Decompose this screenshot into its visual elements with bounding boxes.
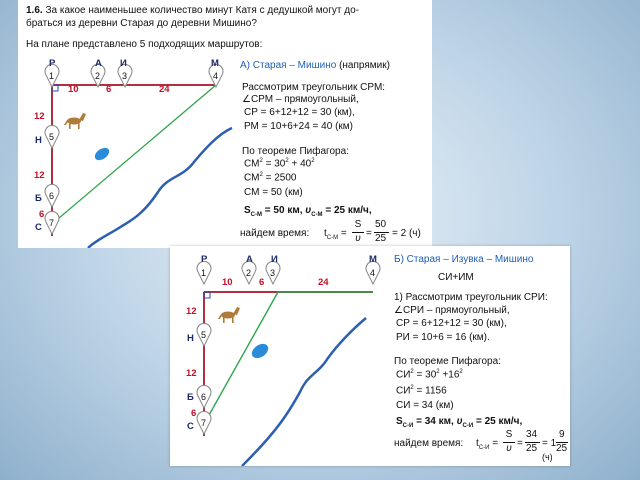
route-b-frac-den: υ [506, 443, 512, 454]
slide-route-a [18, 0, 432, 248]
route-a-line-3: СР = 6+12+12 = 30 (км), [244, 107, 355, 118]
pin-num-5: 5 [49, 132, 55, 142]
route-a-time-result: = 2 (ч) [392, 228, 421, 239]
route-a-eq-2: $СМ^2 = 2500$ [244, 172, 297, 184]
pin-num-7: 7 [49, 218, 55, 228]
dist-a-i: 6 [106, 84, 112, 95]
lake [93, 145, 112, 162]
route-b-eq-1: $СИ^2 = 30^2 +16^2$ [396, 369, 463, 381]
point-c: С [187, 421, 194, 432]
dist-n-b: 12 [34, 170, 45, 181]
point-b: Б [35, 193, 42, 204]
problem-number: 1.6. [26, 5, 43, 16]
route-a-note: (напрямик) [339, 60, 390, 71]
dist-p-n: 12 [34, 111, 45, 122]
route-b-frac2-den: 25 [526, 443, 538, 454]
route-a-eq-sign: = [366, 228, 372, 239]
point-c: С [35, 222, 42, 233]
route-b-line-2: ∠СРИ – прямоугольный, [394, 305, 510, 316]
dist-i-m: 24 [159, 84, 170, 95]
horse-icon [218, 307, 240, 323]
route-b-theorem: По теореме Пифагора: [394, 356, 501, 367]
route-b-line-3: СР = 6+12+12 = 30 (км), [396, 318, 507, 329]
route-a-time-t: $t_{С-М}$ = [324, 228, 347, 241]
dist-p-a: 10 [68, 84, 79, 95]
point-p: Р [201, 254, 208, 265]
route-b-frac-num: S [505, 429, 513, 440]
pin-num-4: 4 [370, 268, 376, 278]
route-b-eq-one: = 1 [542, 438, 557, 449]
dist-b-c: 6 [191, 408, 197, 419]
route-line-c-m [52, 85, 216, 224]
river [88, 128, 232, 248]
route-a-line-2: ∠СРМ – прямоугольный, [242, 94, 359, 105]
problem-line-3: На плане представлено 5 подходящих маршрутов: [26, 39, 263, 50]
route-b-time-t: $t_{С-И}$ = [476, 438, 499, 451]
lake [249, 341, 271, 361]
point-a: А [95, 58, 102, 69]
pin-num-3: 3 [270, 268, 276, 278]
point-m: М [369, 254, 377, 265]
dist-n-b: 12 [186, 368, 197, 379]
point-n: Н [187, 333, 194, 344]
pin-num-3: 3 [122, 71, 128, 81]
problem-line-2: браться из деревни Старая до деревни Мишино? [26, 18, 257, 29]
point-p: Р [49, 58, 56, 69]
point-b: Б [187, 392, 194, 403]
route-b-title: Б) Старая – Изувка – Мишино [394, 254, 534, 265]
pin-num-1: 1 [201, 268, 207, 278]
point-m: М [211, 58, 219, 69]
route-a-heading [240, 60, 390, 71]
route-b-frac3-num: 9 [559, 429, 565, 440]
route-b-frac3-den: 25 [556, 443, 568, 454]
dist-b-c: 6 [39, 209, 45, 220]
river [242, 318, 366, 466]
route-a-frac2-den: 25 [375, 233, 387, 244]
route-b-eq-sign: = [517, 438, 523, 449]
pin-num-2: 2 [246, 268, 252, 278]
problem-text-1: За какое наименьшее количество минут Катя с дедушкой могут до- [45, 5, 359, 16]
route-b-line-1: 1) Рассмотрим треугольник СРИ: [394, 292, 548, 303]
route-a-eq-3: СМ = 50 (км) [244, 187, 303, 198]
pin-num-6: 6 [49, 191, 55, 201]
pin-num-4: 4 [213, 71, 219, 81]
dist-p-a: 10 [222, 277, 233, 288]
route-a-theorem: По теореме Пифагора: [242, 146, 349, 157]
slide-route-b [170, 246, 570, 466]
route-b-line-4: РИ = 10+6 = 16 (км). [396, 332, 490, 343]
route-a-frac-den: υ [355, 233, 361, 244]
route-a-title: А) Старая – Мишино [240, 60, 337, 71]
route-a-eq-1: $СМ^2 = 30^2 + 40^2$ [244, 158, 315, 170]
route-a-time-label: найдем время: [240, 228, 310, 239]
pin-num-7: 7 [201, 418, 207, 428]
point-i: И [271, 254, 278, 265]
pin-num-6: 6 [201, 392, 207, 402]
horse-icon [64, 113, 86, 129]
point-n: Н [35, 135, 42, 146]
route-a-frac-num: S [354, 219, 362, 230]
dist-a-i: 6 [259, 277, 265, 288]
route-a-given: $S_{С-М} = 50$ км, $\upsilon_{С-М} = 25$ км/ч, [244, 205, 372, 218]
route-b-time-unit: (ч) [542, 452, 553, 462]
dist-i-m: 24 [318, 277, 329, 288]
route-b-frac2-num: 34 [526, 429, 538, 440]
point-i: И [120, 58, 127, 69]
route-a-frac2-num: 50 [375, 219, 387, 230]
pin-num-5: 5 [201, 330, 207, 340]
route-b-eq-2: $СИ^2 = 1156$ [396, 385, 447, 397]
route-b-given: $S_{С-И} = 34$ км, $\upsilon_{С-И} = 25$ км/ч, [396, 416, 523, 429]
pin-num-2: 2 [95, 71, 101, 81]
pin-num-1: 1 [49, 71, 55, 81]
dist-p-n: 12 [186, 306, 197, 317]
point-a: А [246, 254, 253, 265]
route-b-sum: СИ+ИМ [438, 272, 474, 283]
route-b-eq-3: СИ = 34 (км) [396, 400, 454, 411]
route-b-time-label: найдем время: [394, 438, 464, 449]
route-a-line-1: Рассмотрим треугольник СРМ: [242, 82, 386, 93]
route-a-line-4: РМ = 10+6+24 = 40 (км) [244, 121, 353, 132]
